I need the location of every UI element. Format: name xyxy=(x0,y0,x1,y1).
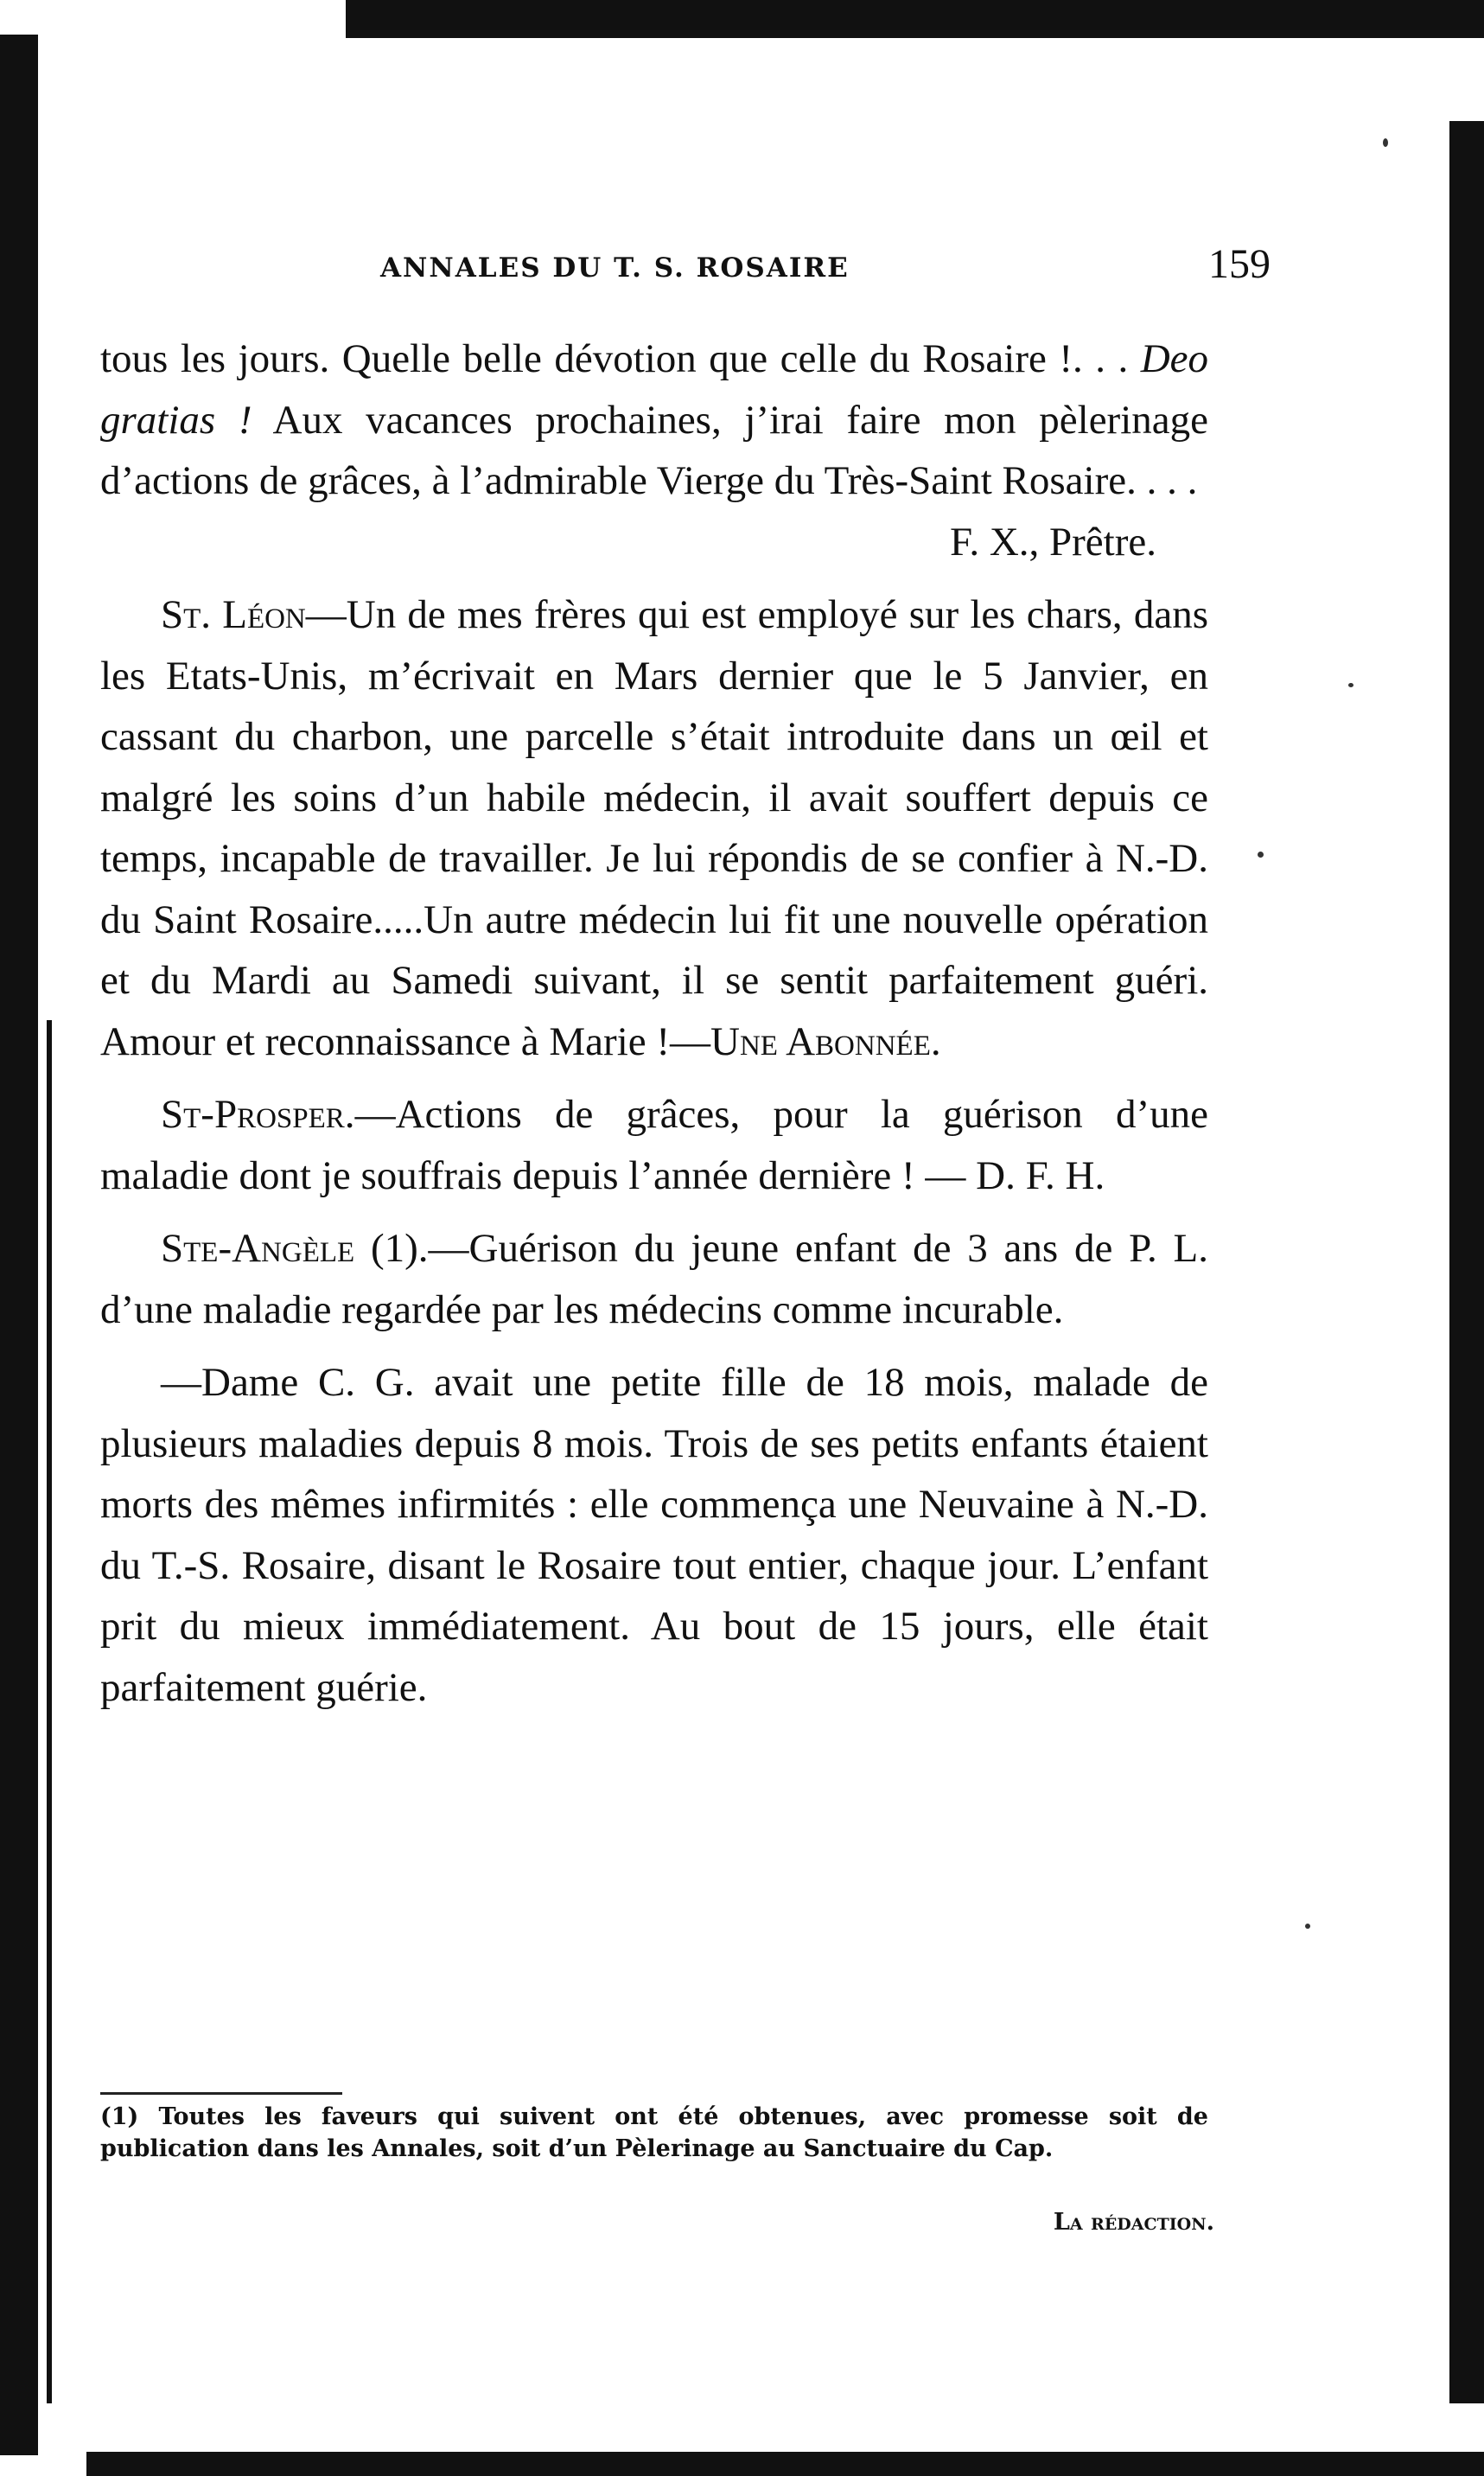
place-name: St. Léon xyxy=(161,592,306,637)
scan-border-left-inner xyxy=(47,1020,52,2403)
footnote-reference: (1). xyxy=(354,1226,429,1271)
page-body xyxy=(100,329,1208,1718)
paragraph-dame-cg xyxy=(100,1352,1208,1718)
paragraph-text: —Un de mes frères qui est employé sur les chars, dans les Etats-Unis, m’écrivait en Mars dernier que le 5 Janvier, en cassant du charbon, une parcelle s’était introduite dans un œil et malgré les soins d’un habile médecin, il avait souffert depuis ce temps, incapable de travailler. Je lui répondis de se confier à N.-D. du Saint Rosaire.....Un autre médecin lui fit une nouvelle opération et du Mardi au Samedi suivant, il se sentit parfaitement guéri. Amour et reconnaissance à Marie !— xyxy=(100,592,1208,1064)
paragraph-text: —Actions de grâces, pour la guérison d’une maladie dont je souffrais depuis l’année dernière ! — D. F. H. xyxy=(100,1092,1208,1198)
footnote-divider xyxy=(100,2092,342,2095)
paragraph-text: Aux vacances prochaines, j’irai faire mon pèlerinage d’actions de grâces, à l’admirable Vierge du Très-Saint Rosaire. . . . xyxy=(100,397,1208,503)
paragraph-text: tous les jours. Quelle belle dévotion que celle du Rosaire !. . . xyxy=(100,336,1141,381)
page-number: 159 xyxy=(1208,241,1271,287)
footnote xyxy=(100,2101,1208,2165)
paragraph-text: —Dame C. G. avait une petite fille de 18 mois, malade de plusieurs maladies depuis 8 mois. Trois de ses petits enfants étaient morts des mêmes infirmités : elle commença une Neuvaine à N.-D. du T.-S. Rosaire, disant le Rosaire tout entier, chaque jour. L’enfant prit du mieux immédiatement. Au bout de 15 jours, elle était parfaitement guérie. xyxy=(100,1360,1208,1710)
footnote-text: (1) Toutes les faveurs qui suivent ont été obtenues, avec promesse soit de publication dans les Annales, soit d’un Pèlerinage au Sanctuaire du Cap. xyxy=(100,2103,1208,2162)
paragraph-ste-angele xyxy=(100,1218,1208,1340)
scan-speck xyxy=(1383,138,1388,147)
paragraph-st-prosper xyxy=(100,1084,1208,1206)
scan-speck xyxy=(1305,1924,1310,1929)
place-name: Ste-Angèle xyxy=(161,1226,355,1271)
running-title: ANNALES DU T. S. ROSAIRE xyxy=(380,252,850,284)
scan-border-right xyxy=(1449,121,1484,2403)
signature: Une Abonnée. xyxy=(710,1018,941,1064)
scan-border-left xyxy=(0,35,38,2455)
scan-border-bottom xyxy=(86,2452,1484,2476)
paragraph-text: —Guérison du jeune enfant de 3 ans de P. L. d’une maladie regardée par les médecins comme incurable. xyxy=(100,1226,1208,1332)
scan-border-top xyxy=(346,0,1484,38)
footnote-signature: La rédaction. xyxy=(1053,2209,1214,2236)
paragraph-continuation xyxy=(100,329,1208,512)
running-header xyxy=(380,240,1271,301)
scan-speck xyxy=(1258,852,1264,858)
paragraph-st-leon xyxy=(100,584,1208,1072)
place-name: St-Prosper. xyxy=(161,1092,355,1137)
scan-speck xyxy=(1348,683,1353,687)
signature: F. X., Prêtre. xyxy=(949,519,1156,565)
italic-phrase: Deo gratias ! xyxy=(100,336,1208,443)
